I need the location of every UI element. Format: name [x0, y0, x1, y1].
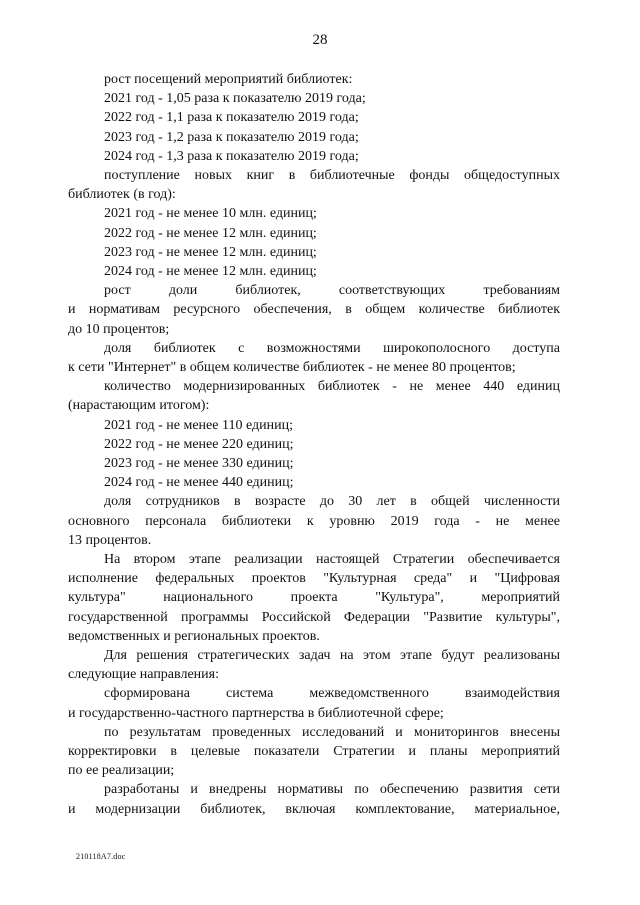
text-line: 2022 год - не менее 220 единиц;	[104, 436, 294, 452]
text-line: исполнение федеральных проектов "Культурная среда" и "Цифровая	[68, 571, 560, 587]
text-line: (нарастающим итогом):	[68, 398, 210, 414]
text-line: 2021 год - 1,05 раза к показателю 2019 года;	[104, 91, 366, 107]
text-line: и государственно-частного партнерства в библиотечной сфере;	[68, 705, 444, 721]
text-line: 2022 год - 1,1 раза к показателю 2019 года;	[104, 110, 359, 126]
text-line: рост посещений мероприятий библиотек:	[104, 72, 353, 87]
text-line: рост доли библиотек, соответствующих требованиям	[104, 283, 560, 299]
text-line: Для решения стратегических задач на этом этапе будут реализованы	[104, 648, 560, 663]
text-line: основного персонала библиотеки к уровню 2019 года - не менее	[68, 513, 560, 529]
text-line: корректировки в целевые показатели Стратегии и планы мероприятий	[68, 744, 560, 759]
text-line: по результатам проведенных исследований и мониторингов внесены	[104, 724, 560, 740]
text-line: к сети "Интернет" в общем количестве библиотек - не менее 80 процентов;	[68, 360, 516, 375]
text-line: 2023 год - не менее 330 единиц;	[104, 456, 294, 471]
text-line: 2024 год - 1,3 раза к показателю 2019 года;	[104, 148, 359, 164]
footer-filename: 210118A7.doc	[76, 852, 126, 861]
text-line: 2021 год - не менее 10 млн. единиц;	[104, 206, 317, 222]
text-line: сформирована система межведомственного взаимодействия	[104, 686, 560, 702]
text-line: доля сотрудников в возрасте до 30 лет в общей численности	[104, 494, 560, 510]
text-line: и нормативам ресурсного обеспечения, в общем количестве библиотек	[68, 302, 560, 318]
text-line: поступление новых книг в библиотечные фонды общедоступных	[104, 168, 560, 183]
text-line: количество модернизированных библиотек - не менее 440 единиц	[104, 379, 560, 395]
text-line: следующие направления:	[68, 667, 219, 683]
text-line: по ее реализации;	[68, 763, 175, 779]
text-line: до 10 процентов;	[68, 321, 170, 337]
text-line: государственной программы Российской Федерации "Развитие культуры",	[68, 609, 560, 625]
text-line: 2023 год - 1,2 раза к показателю 2019 года;	[104, 129, 359, 145]
page-number: 28	[312, 32, 328, 48]
text-line: 2024 год - не менее 440 единиц;	[104, 475, 294, 491]
text-line: 2023 год - не менее 12 млн. единиц;	[104, 244, 317, 260]
text-line: библиотек (в год):	[68, 187, 176, 203]
text-line: ведомственных и региональных проектов.	[68, 628, 320, 644]
text-line: 2022 год - не менее 12 млн. единиц;	[104, 225, 317, 241]
text-line: доля библиотек с возможностями широкополосного доступа	[104, 340, 560, 356]
text-line: культура" национального проекта "Культура", мероприятий	[68, 590, 560, 606]
text-line: 2024 год - не менее 12 млн. единиц;	[104, 264, 317, 279]
text-line: 2021 год - не менее 110 единиц;	[104, 417, 293, 433]
text-line: На втором этапе реализации настоящей Стратегии обеспечивается	[104, 552, 560, 567]
text-line: и модернизации библиотек, включая комплектование, материальное,	[68, 801, 560, 817]
text-line: 13 процентов.	[68, 532, 152, 548]
text-line: разработаны и внедрены нормативы по обеспечению развития сети	[104, 782, 560, 798]
